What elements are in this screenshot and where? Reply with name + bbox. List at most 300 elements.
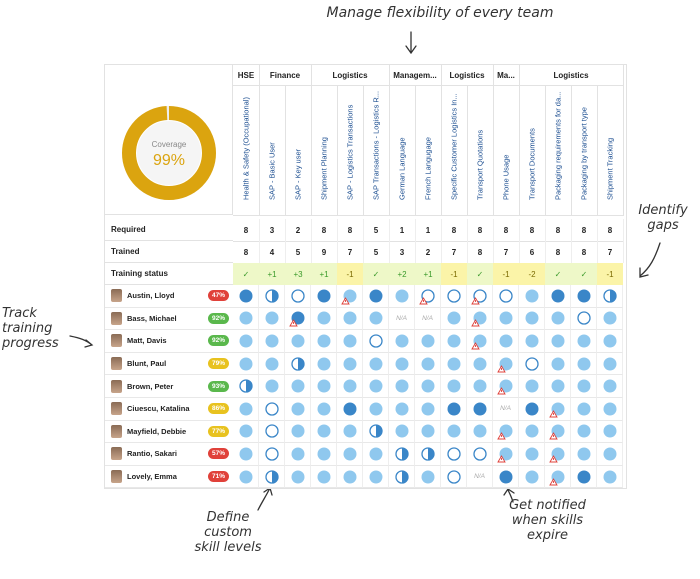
skill-cell[interactable]: [545, 285, 571, 308]
skill-cell[interactable]: [519, 285, 545, 308]
skill-cell[interactable]: [285, 421, 311, 444]
skill-cell[interactable]: [441, 285, 467, 308]
skill-cell[interactable]: [467, 443, 493, 466]
coverage-panel: [105, 65, 233, 215]
skill-level-trained-icon: [419, 377, 437, 395]
skill-level-full-icon: [445, 400, 463, 418]
skill-level-empty-icon: [497, 287, 515, 305]
skill-cell[interactable]: [363, 421, 389, 444]
skill-level-half-icon: [367, 422, 385, 440]
employee-name[interactable]: Ciuescu, Katalina: [127, 404, 190, 414]
skill-level-full-icon: [497, 468, 515, 486]
avatar: [111, 357, 122, 370]
skill-level-trained-icon: [367, 468, 385, 486]
skill-level-trained-icon: [237, 468, 255, 486]
skill-cell[interactable]: [467, 308, 493, 331]
skill-level-half-icon: [393, 445, 411, 463]
required-count: 8: [519, 219, 546, 242]
progress-badge: 92%: [208, 313, 229, 324]
skill-level-trained-icon: [315, 422, 333, 440]
skill-cell[interactable]: [467, 353, 493, 376]
skill-cell[interactable]: [415, 466, 441, 489]
skill-level-full-icon: [523, 400, 541, 418]
skill-level-trained-icon: [341, 355, 359, 373]
skill-cell[interactable]: [493, 353, 519, 376]
skill-level-trained-icon: [497, 309, 515, 327]
skill-cell[interactable]: [467, 285, 493, 308]
employee-row[interactable]: [105, 398, 233, 421]
skill-header[interactable]: [467, 85, 494, 216]
skill-cell[interactable]: [311, 285, 337, 308]
skill-name: SAP - Key user: [293, 148, 303, 200]
skill-level-trained-icon: [549, 309, 567, 327]
skill-cell[interactable]: [233, 375, 259, 398]
skill-cell[interactable]: [493, 330, 519, 353]
skill-header[interactable]: [597, 85, 624, 216]
avatar: [111, 425, 122, 438]
skill-level-trained-icon: [549, 400, 567, 418]
skill-level-trained-icon: [549, 422, 567, 440]
skill-cell[interactable]: [259, 443, 285, 466]
not-applicable-label: N/A: [500, 405, 511, 413]
skill-header[interactable]: [337, 85, 364, 216]
skill-cell[interactable]: [259, 466, 285, 489]
skill-level-trained-icon: [367, 377, 385, 395]
progress-badge: 71%: [208, 471, 229, 482]
required-count: 2: [285, 219, 312, 242]
skill-cell[interactable]: [337, 466, 363, 489]
skill-cell[interactable]: [337, 330, 363, 353]
required-count: 8: [441, 219, 468, 242]
skill-cell[interactable]: [415, 375, 441, 398]
skill-level-trained-icon: [549, 468, 567, 486]
not-applicable-label: N/A: [474, 473, 485, 481]
skill-cell[interactable]: [285, 398, 311, 421]
skill-cell[interactable]: [363, 308, 389, 331]
skill-cell[interactable]: [233, 353, 259, 376]
skill-level-empty-icon: [575, 309, 593, 327]
skill-level-empty-icon: [263, 400, 281, 418]
skill-level-trained-icon: [523, 377, 541, 395]
skill-name: Transport Documents: [527, 128, 537, 200]
skill-header[interactable]: [363, 85, 390, 216]
progress-badge: 86%: [208, 403, 229, 414]
skill-level-trained-icon: [419, 422, 437, 440]
training-status-cell: -1: [493, 263, 520, 285]
trained-count: 9: [311, 241, 338, 264]
skill-cell[interactable]: [545, 353, 571, 376]
skill-header[interactable]: [493, 85, 520, 216]
skill-cell[interactable]: [363, 443, 389, 466]
skill-level-trained-icon: [601, 422, 619, 440]
skill-cell[interactable]: [233, 330, 259, 353]
training-status-cell: -1: [337, 263, 364, 285]
skill-cell[interactable]: [415, 353, 441, 376]
skill-cell[interactable]: [597, 353, 623, 376]
skill-level-trained-icon: [419, 468, 437, 486]
skill-cell[interactable]: [545, 466, 571, 489]
skill-level-trained-icon: [367, 309, 385, 327]
skill-level-empty-icon: [445, 445, 463, 463]
required-count: 8: [337, 219, 364, 242]
skill-cell[interactable]: [467, 398, 493, 421]
skill-cell[interactable]: [415, 308, 441, 331]
employee-name[interactable]: Matt, Davis: [127, 336, 167, 346]
group-header: Logistics: [441, 65, 494, 86]
skill-cell[interactable]: [441, 466, 467, 489]
skill-cell[interactable]: [233, 443, 259, 466]
skill-level-trained-icon: [341, 377, 359, 395]
skill-cell[interactable]: [597, 330, 623, 353]
employee-row[interactable]: [105, 308, 233, 331]
skill-cell[interactable]: [597, 398, 623, 421]
skill-cell[interactable]: [337, 308, 363, 331]
skill-cell[interactable]: [441, 421, 467, 444]
skill-cell[interactable]: [493, 421, 519, 444]
skill-cell[interactable]: [233, 398, 259, 421]
skill-cell[interactable]: [259, 398, 285, 421]
skill-cell[interactable]: [337, 375, 363, 398]
skill-level-trained-icon: [471, 309, 489, 327]
required-row-label: Required: [105, 219, 233, 241]
skill-cell[interactable]: [285, 330, 311, 353]
avatar: [111, 380, 122, 393]
skill-cell[interactable]: [571, 398, 597, 421]
skill-name: German Language: [397, 137, 407, 200]
skill-cell[interactable]: [571, 353, 597, 376]
skill-cell[interactable]: [571, 443, 597, 466]
skill-level-trained-icon: [289, 468, 307, 486]
skill-cell[interactable]: [337, 443, 363, 466]
skill-cell[interactable]: [597, 443, 623, 466]
skill-cell[interactable]: [311, 308, 337, 331]
progress-badge: 93%: [208, 381, 229, 392]
skill-cell[interactable]: [571, 375, 597, 398]
employee-name[interactable]: Bass, Michael: [127, 313, 177, 323]
skill-cell[interactable]: [311, 443, 337, 466]
skill-level-empty-icon: [523, 355, 541, 373]
skill-cell[interactable]: [519, 308, 545, 331]
skill-cell[interactable]: [545, 421, 571, 444]
skill-cell[interactable]: [571, 421, 597, 444]
skill-cell[interactable]: [519, 398, 545, 421]
skill-cell[interactable]: [389, 375, 415, 398]
skill-level-empty-icon: [289, 287, 307, 305]
skill-name: Shipment Tracking: [605, 137, 615, 200]
skill-header[interactable]: [389, 85, 416, 216]
skill-cell[interactable]: [389, 353, 415, 376]
skill-header[interactable]: [259, 85, 286, 216]
skill-cell[interactable]: [545, 398, 571, 421]
skill-cell[interactable]: [285, 443, 311, 466]
skill-cell[interactable]: [389, 285, 415, 308]
required-count: 8: [571, 219, 598, 242]
skill-level-trained-icon: [549, 445, 567, 463]
skill-header[interactable]: [233, 85, 260, 216]
skill-cell[interactable]: [519, 421, 545, 444]
skill-cell[interactable]: [519, 466, 545, 489]
trained-count: 5: [363, 241, 390, 264]
skill-level-empty-icon: [445, 468, 463, 486]
skill-name: Packaging by transport type: [579, 107, 589, 200]
skill-cell[interactable]: [233, 421, 259, 444]
skill-cell[interactable]: [311, 466, 337, 489]
skill-level-half-icon: [263, 468, 281, 486]
skill-cell[interactable]: [441, 375, 467, 398]
skill-cell[interactable]: [519, 443, 545, 466]
skill-cell[interactable]: [493, 466, 519, 489]
skill-cell[interactable]: [571, 330, 597, 353]
trained-count: 5: [285, 241, 312, 264]
required-count: 3: [259, 219, 286, 242]
trained-row-label: Trained: [105, 241, 233, 263]
skill-cell[interactable]: [415, 421, 441, 444]
skill-cell[interactable]: [441, 398, 467, 421]
skill-cell[interactable]: [545, 308, 571, 331]
required-count: 8: [597, 219, 624, 242]
skill-header[interactable]: [571, 85, 598, 216]
skill-level-trained-icon: [549, 332, 567, 350]
skill-cell[interactable]: [597, 466, 623, 489]
skill-cell[interactable]: [285, 285, 311, 308]
skill-level-trained-icon: [523, 445, 541, 463]
skill-cell[interactable]: [285, 308, 311, 331]
skill-level-trained-icon: [237, 332, 255, 350]
trained-count: 2: [415, 241, 442, 264]
skill-cell[interactable]: [415, 330, 441, 353]
skill-cell[interactable]: [311, 375, 337, 398]
skill-level-trained-icon: [263, 377, 281, 395]
trained-count: 7: [493, 241, 520, 264]
skill-level-trained-icon: [315, 445, 333, 463]
employee-row[interactable]: [105, 353, 233, 376]
annotation-manage-flexibility: Manage flexibility of every team: [326, 5, 554, 21]
skill-cell[interactable]: [519, 375, 545, 398]
trained-count: 8: [545, 241, 572, 264]
skill-cell[interactable]: [467, 421, 493, 444]
group-header: Managem...: [389, 65, 442, 86]
skill-cell[interactable]: [467, 375, 493, 398]
skill-cell[interactable]: [311, 353, 337, 376]
group-header: Ma...: [493, 65, 520, 86]
skill-level-trained-icon: [445, 355, 463, 373]
avatar: [111, 402, 122, 415]
skill-header[interactable]: [519, 85, 546, 216]
employee-name[interactable]: Rantio, Sakari: [127, 449, 178, 459]
skill-level-trained-icon: [471, 377, 489, 395]
progress-badge: 47%: [208, 290, 229, 301]
progress-badge: 79%: [208, 358, 229, 369]
skill-level-trained-icon: [601, 355, 619, 373]
skill-cell[interactable]: [441, 443, 467, 466]
group-header: Logistics: [311, 65, 390, 86]
avatar: [111, 334, 122, 347]
skill-cell[interactable]: [363, 375, 389, 398]
skill-cell[interactable]: [415, 398, 441, 421]
training-status-cell: +1: [259, 263, 286, 285]
skill-cell[interactable]: [259, 330, 285, 353]
skill-level-trained-icon: [393, 377, 411, 395]
skill-level-trained-icon: [523, 332, 541, 350]
skill-level-trained-icon: [393, 400, 411, 418]
annotation-skill-levels: Define custom skill levels: [194, 510, 262, 555]
skill-cell[interactable]: [597, 308, 623, 331]
skill-level-trained-icon: [341, 287, 359, 305]
skill-header[interactable]: [441, 85, 468, 216]
skill-cell[interactable]: [519, 330, 545, 353]
skill-cell[interactable]: [571, 466, 597, 489]
skill-level-full-icon: [315, 287, 333, 305]
skill-cell[interactable]: [545, 443, 571, 466]
skill-header[interactable]: [545, 85, 572, 216]
avatar: [111, 289, 122, 302]
skill-level-trained-icon: [419, 332, 437, 350]
skill-cell[interactable]: [337, 353, 363, 376]
skill-level-trained-icon: [237, 422, 255, 440]
skill-cell[interactable]: [311, 398, 337, 421]
skill-level-trained-icon: [601, 400, 619, 418]
skill-level-trained-icon: [263, 355, 281, 373]
skill-cell[interactable]: [363, 466, 389, 489]
skill-cell[interactable]: [415, 285, 441, 308]
skill-cell[interactable]: [389, 308, 415, 331]
skill-cell[interactable]: [441, 353, 467, 376]
skill-level-trained-icon: [237, 355, 255, 373]
skill-level-trained-icon: [549, 355, 567, 373]
skill-cell[interactable]: [493, 285, 519, 308]
skill-cell[interactable]: [363, 330, 389, 353]
skill-level-trained-icon: [289, 445, 307, 463]
skill-cell[interactable]: [285, 375, 311, 398]
skill-level-trained-icon: [601, 377, 619, 395]
skill-level-trained-icon: [575, 332, 593, 350]
employee-row[interactable]: [105, 421, 233, 444]
avatar: [111, 312, 122, 325]
skill-cell[interactable]: [493, 398, 519, 421]
skill-header[interactable]: [415, 85, 442, 216]
skill-cell[interactable]: [285, 466, 311, 489]
skill-cell[interactable]: [441, 308, 467, 331]
skill-cell[interactable]: [545, 375, 571, 398]
training-status-cell: -2: [519, 263, 546, 285]
skill-level-empty-icon: [367, 332, 385, 350]
skill-cell[interactable]: [311, 330, 337, 353]
skill-cell[interactable]: [259, 353, 285, 376]
skill-cell[interactable]: [597, 375, 623, 398]
group-header: Finance: [259, 65, 312, 86]
progress-badge: 92%: [208, 335, 229, 346]
skill-level-full-icon: [575, 468, 593, 486]
skill-level-half-icon: [263, 287, 281, 305]
skill-cell[interactable]: [259, 421, 285, 444]
skill-cell[interactable]: [337, 398, 363, 421]
skill-level-trained-icon: [341, 422, 359, 440]
skill-level-trained-icon: [315, 309, 333, 327]
trained-count: 7: [597, 241, 624, 264]
skill-cell[interactable]: [363, 353, 389, 376]
employee-row[interactable]: [105, 330, 233, 353]
group-header: HSE: [233, 65, 260, 86]
training-status-cell: +1: [311, 263, 338, 285]
skill-header[interactable]: [311, 85, 338, 216]
skill-cell[interactable]: [493, 443, 519, 466]
skill-cell[interactable]: [363, 285, 389, 308]
skill-cell[interactable]: [493, 308, 519, 331]
employee-name[interactable]: Blunt, Paul: [127, 359, 167, 369]
skill-level-trained-icon: [315, 377, 333, 395]
annotation-track-progress: Track training progress: [2, 306, 59, 351]
skill-cell[interactable]: [467, 330, 493, 353]
required-count: 8: [311, 219, 338, 242]
skill-cell[interactable]: [389, 330, 415, 353]
skill-cell[interactable]: [571, 308, 597, 331]
skill-cell[interactable]: [337, 421, 363, 444]
skill-level-trained-icon: [341, 468, 359, 486]
skill-cell[interactable]: [233, 285, 259, 308]
skill-level-empty-icon: [445, 287, 463, 305]
skill-cell[interactable]: [233, 308, 259, 331]
employee-name[interactable]: Mayfield, Debbie: [127, 426, 187, 436]
avatar: [111, 470, 122, 483]
skill-cell[interactable]: [545, 330, 571, 353]
trained-count: 4: [259, 241, 286, 264]
skill-cell[interactable]: [389, 443, 415, 466]
employee-row[interactable]: [105, 443, 233, 466]
skill-cell[interactable]: [441, 330, 467, 353]
skill-cell[interactable]: [259, 285, 285, 308]
skill-cell[interactable]: [311, 421, 337, 444]
skill-level-trained-icon: [341, 309, 359, 327]
skill-cell[interactable]: [389, 421, 415, 444]
skill-cell[interactable]: [337, 285, 363, 308]
skill-cell[interactable]: [493, 375, 519, 398]
skill-cell[interactable]: [389, 398, 415, 421]
employee-row[interactable]: [105, 375, 233, 398]
skill-cell[interactable]: [285, 353, 311, 376]
skill-cell[interactable]: [467, 466, 493, 489]
employee-name[interactable]: Brown, Peter: [127, 381, 174, 391]
skill-level-full-icon: [341, 400, 359, 418]
skill-level-trained-icon: [237, 445, 255, 463]
trained-count: 8: [233, 241, 260, 264]
skill-level-trained-icon: [315, 468, 333, 486]
employee-row[interactable]: [105, 285, 233, 308]
skill-header[interactable]: [285, 85, 312, 216]
skill-level-trained-icon: [263, 309, 281, 327]
skill-level-trained-icon: [315, 400, 333, 418]
skill-level-trained-icon: [393, 422, 411, 440]
skill-cell[interactable]: [363, 398, 389, 421]
skill-cell[interactable]: [233, 466, 259, 489]
employee-name[interactable]: Austin, Lloyd: [127, 291, 175, 301]
skill-cell[interactable]: [597, 421, 623, 444]
skill-cell[interactable]: [415, 443, 441, 466]
skill-cell[interactable]: [571, 285, 597, 308]
skill-cell[interactable]: [259, 375, 285, 398]
skill-cell[interactable]: [597, 285, 623, 308]
employee-name[interactable]: Lovely, Emma: [127, 472, 177, 482]
employee-row[interactable]: [105, 466, 233, 489]
skill-level-trained-icon: [601, 445, 619, 463]
skill-name: SAP - Logistics Transactions: [345, 104, 355, 200]
skill-level-trained-icon: [367, 445, 385, 463]
skill-cell[interactable]: [389, 466, 415, 489]
skill-level-half-icon: [419, 445, 437, 463]
skill-cell[interactable]: [519, 353, 545, 376]
skill-level-trained-icon: [523, 468, 541, 486]
skill-level-trained-icon: [445, 309, 463, 327]
skill-cell[interactable]: [259, 308, 285, 331]
